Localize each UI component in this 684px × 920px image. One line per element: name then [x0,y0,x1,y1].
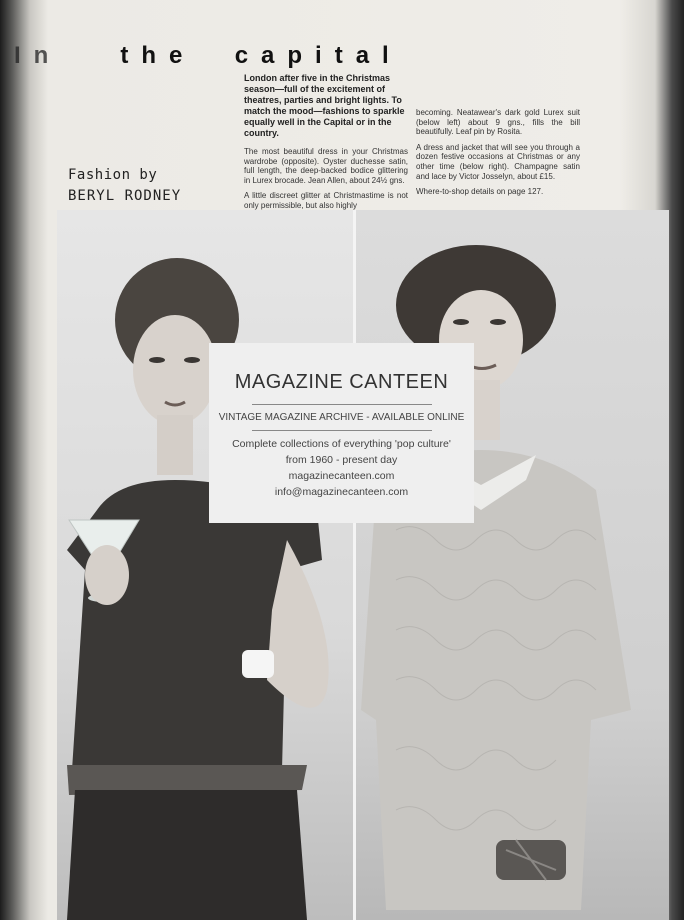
article-lead: London after five in the Christmas season—full of the excitement of theatres, parties and bright lights. To match the mood—fashions to sparkle equally well in the Capital or in the country. [244,73,405,138]
watermark-email: info@magazinecanteen.com [274,486,409,498]
watermark-box [209,343,474,523]
watermark-rule [252,430,432,431]
byline-prefix: Fashion by [68,167,158,183]
article-column-2 [416,108,580,203]
article-paragraph: A dress and jacket that will see you through a dozen festive occasions at Christmas or any other time (below right). Champagne satin and lace by Victor Josselyn, about £15. [416,142,580,181]
photo-satin-lace-dress [356,210,669,920]
watermark-subtitle: VINTAGE MAGAZINE ARCHIVE - AVAILABLE ONLINE [218,412,465,423]
watermark-line: Complete collections of everything 'pop culture' [232,438,451,450]
byline-author: BERYL RODNEY [68,188,182,204]
watermark-title: MAGAZINE CANTEEN [234,371,449,393]
article-paragraph: Where-to-shop details on page 127. [416,187,544,197]
article-column-1 [244,73,408,217]
watermark-url: magazinecanteen.com [288,470,395,482]
watermark-line: from 1960 - present day [285,454,398,466]
model-right-illustration [356,210,669,920]
article-paragraph: becoming. Neatawear's dark gold Lurex suit (below left) about 9 gns., fills the bill beautifully. Leaf pin by Rosita. [416,108,580,137]
article-paragraph: A little discreet glitter at Christmastime is not only permissible, but also highly [244,191,408,210]
fashion-photos [57,210,669,920]
watermark-rule [252,404,432,405]
model-left-illustration [57,210,353,920]
headline-word-capital: capital [234,42,402,69]
headline-word-the: the [120,42,196,69]
photo-dark-lurex-suit [57,210,353,920]
byline [68,165,181,207]
article-paragraph: The most beautiful dress in your Christmas wardrobe (opposite). Oyster duchesse satin, full length, the deep-backed bodice glittering in Lurex brocade. Jean Allen, about 24½ gns. [244,147,408,185]
page-headline [14,42,402,70]
headline-fragment: In [14,42,62,69]
